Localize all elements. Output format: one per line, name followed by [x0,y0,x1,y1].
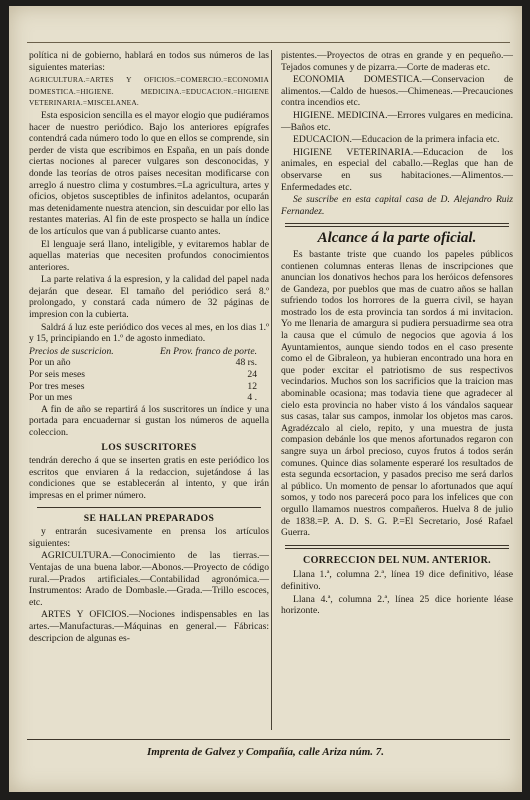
subscription-notice: Se suscribe en esta capital casa de D. Alejandro Ruiz Fernandez. [281,194,513,217]
agriculture-articles: AGRICULTURA.—Conocimiento de las tierras.—Ventajas de una buena labor.—Abonos.—Proyecto de código rural.—Prados artificiales.—Contabilidad agronómica.—Instrumentos: Arado de Dombasle.—Grada.—Trillo escoces, etc. [29,550,269,608]
prepared-intro: y entrarán sucesivamente en prensa los artículos siguientes: [29,526,269,549]
schedule-paragraph: Saldrá á luz este periódico dos veces al mes, en los dias 1.º y 15, principiando en 1.º de agosto inmediato. [29,321,269,345]
economy-articles: ECONOMIA DOMESTICA.—Conservacion de alimentos.—Caldo de huesos.—Chimeneas.—Precauciones contra incendios etc. [281,74,513,109]
newspaper-page [9,6,522,792]
correction-line: Llana 4.ª, columna 2.ª, línea 25 dice horiente léase horizonte. [281,593,513,617]
official-notice: Es bastante triste que cuando los papeles públicos contienen columnas enteras llenas de inscripciones que anuncian los donativos hechos para los heróicos defensores de Gandeza, por pueblos que mas de cuatro años se hallan sufriendo todos los horrores de la guerra civil, se hayan mostrado los de esta provincia tan sordos á mi invitacion. Yo me llenaria de amargura si pudiera persuadirme sea otra la causa que el cúmulo de negocios que agovia á los Ayuntamientos, aunque siendo todos en el caso presente como el de Gibraleon, ya hubieran encontrado una hora en que poder excitar el patriotismo de sus respectivos vecindarios. Muchos son los sacrificios que la traicion mas abominable ocasiona; mas todavia tiene que agradecer al cielo esta provincia no haber visto á los vándalos saquear sus casas, talar sus campos, inmolar los objetos mas caros. Agradézcalo al cielo, repito, y una muestra de justa compasion debánle los que menos afortunados regaron con sangre suya un árbol precioso, cuyos frutos á todos serán comunes. Quince dias solamente esperaré los resultados de esta segunda ecsortacion, y pasados preciso me será darlos al público. Un momento de pensar lo afortunados que aquí somos, y todo nos parecerá poco para los infelices que con orgullo llamamos nuestros compañeros. Huelva 8 de julio de 1838.=P. A. D. S. G. P.=El Secretario, José Rafael Guerra. [281,248,513,539]
language-paragraph: El lenguaje será llano, inteligible, y evitaremos hablar de aquellas materias que necesiten profundos conocimientos anteriores. [29,238,269,273]
prices-heading: Precios de suscricion. [29,345,114,357]
column-divider [271,50,272,730]
education-articles: EDUCACION.—Educacion de la primera infacia etc. [293,134,500,146]
prices-province-heading: En Prov. franco de porte. [160,345,257,357]
subscribers-paragraph: tendrán derecho á que se inserten gratis en este periódico los escritos que enviaren á la redaccion, sujetándose á las condiciones que se establecerán al intento, y que irán impresas en el primer número. [29,455,269,501]
section-rule [37,507,261,508]
left-column [29,50,269,645]
right-column [281,50,513,618]
table-row [29,369,269,381]
intro-paragraph: política ni de gobierno, hablará en todos sus números de las siguientes materias: [29,50,269,73]
price-label: Por tres meses [29,380,85,392]
arts-articles: ARTES Y OFICIOS.—Nociones indispensables en las artes.—Manufacturas.—Máquinas en general.— Fábricas: descripcion de algunas es- [29,609,269,644]
table-row [29,392,269,404]
price-label: Por un año [29,357,71,369]
correction-heading: CORRECCION DEL NUM. ANTERIOR. [303,554,491,566]
subscription-price-table [29,346,269,404]
footer-rule [27,739,510,740]
section-rule [285,545,509,549]
exposition-paragraph: Esta esposicion sencilla es el mayor elogio que pudiéramos hacer de nuestro periódico. Bajo los anteriores epígrafes contendrá cada número todo lo que en ellos se comprende, sin perder de vista que escribimos en España, en un país donde ciertas nociones al parecer vulgares son desconocidas, y donde las teorías de otros paises necesitan modificarse con arreglo á nuestro clima y costumbres.=La agricultura, artes y oficios, objetos susceptibles de infinitos adelantos, ocuparán mas detenidamente nuestra atencion, sin descuidar por ello las restantes materias. Al fin de este prospecto se halla un índice de los artículos que van á publicarse cuanto antes. [29,109,269,237]
correction-line: Llana 1.ª, columna 2.ª, línea 19 dice definitivo, léase definitivo. [281,569,513,592]
format-paragraph: La parte relativa á la espresion, y la calidad del papel nada dejarán que desear. El tamaño del periódico será 8.º prolongado, y constará cada número de 32 páginas de impresion con la cubierta. [29,274,269,321]
topics-list: AGRICULTURA.=ARTES Y OFICIOS.=COMERCIO.=ECONOMIA DOMESTICA.=HIGIENE. MEDICINA.=EDUCACION.=HIGIENE VETERINARIA.=MISCELANEA. [29,75,269,108]
arts-articles-cont: pistentes.—Proyectos de otras en grande y en pequeño.—Tejados comunes y de pizarra.—Corte de maderas etc. [281,50,513,73]
medicine-articles: HIGIENE. MEDICINA.—Errores vulgares en medicina.—Baños etc. [281,109,513,133]
veterinary-articles: HIGIENE VETERINARIA.—Educacion de los animales, en especial del caballo.—Reglas que han de observarse en sus habitaciones.—Alimentos.—Enfermedades etc. [281,146,513,193]
section-rule [285,223,509,227]
top-rule [27,42,510,43]
price-value: 4 . [247,392,257,404]
subscribers-heading: LOS SUSCRITORES [101,441,197,453]
alcance-heading: Alcance á la parte oficial. [317,230,477,247]
index-paragraph: A fin de año se repartirá á los suscritores un índice y una portada para encuadernar si gustan los números de aquella coleccion. [29,403,269,438]
table-row [29,381,269,393]
price-value: 12 [247,380,257,392]
price-label: Por un mes [29,392,73,404]
price-label: Por seis meses [29,369,85,381]
printer-imprint: Imprenta de Galvez y Compañía, calle Ariza núm. 7. [146,746,384,758]
table-row [29,357,269,369]
price-value: 24 [247,369,257,381]
price-value: 48 rs. [235,357,257,369]
prepared-heading: SE HALLAN PREPARADOS [83,512,215,524]
